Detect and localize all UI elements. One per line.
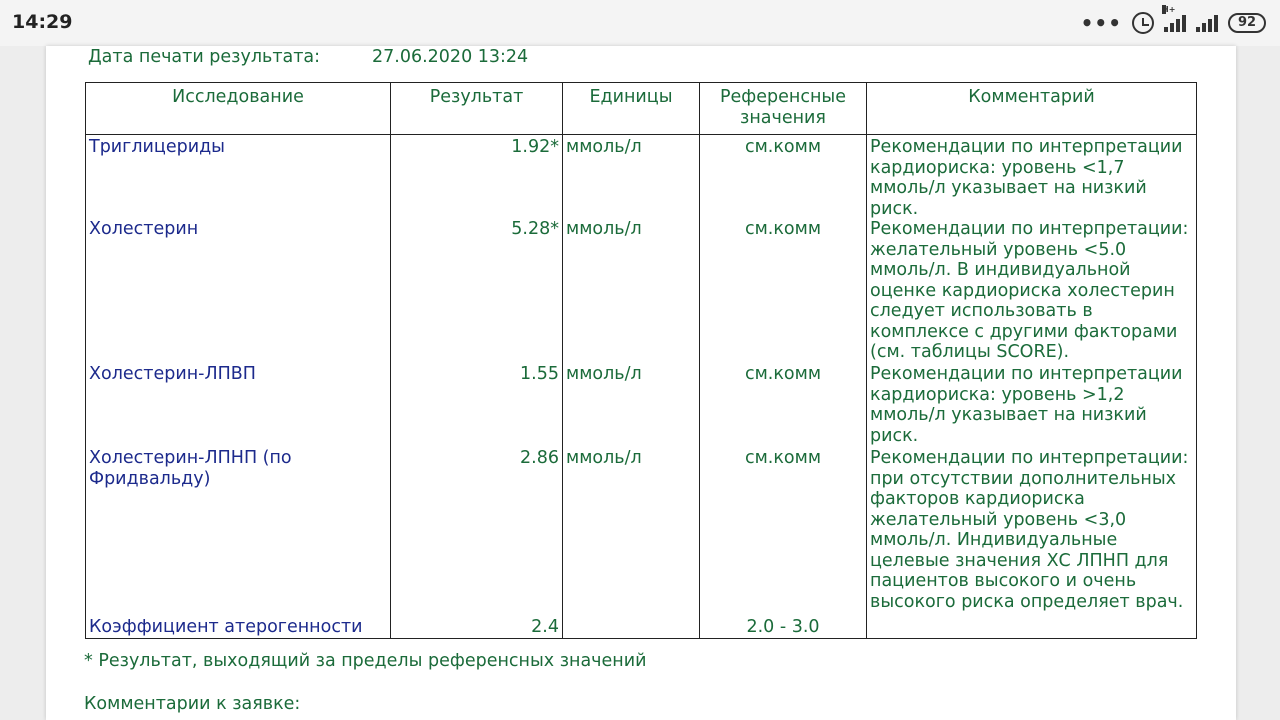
test-name: Коэффициент атерогенности [86, 614, 391, 639]
test-name: Триглицериды [86, 135, 391, 220]
alarm-icon [1132, 12, 1154, 34]
more-dots-icon: ••• [1080, 11, 1122, 35]
table-row [86, 135, 1197, 220]
test-name: Холестерин-ЛПНП (по Фридвальду) [86, 448, 391, 614]
test-reference: см.комм [700, 219, 867, 364]
test-units: ммоль/л [563, 135, 700, 220]
header-units: Единицы [563, 83, 700, 135]
header-result: Результат [391, 83, 563, 135]
header-reference: Референсные значения [700, 83, 867, 135]
table-row [86, 614, 1197, 639]
test-units: ммоль/л [563, 219, 700, 364]
test-comment: Рекомендации по интерпретации: желательный уровень <5.0 ммоль/л. В индивидуальной оценке кардиориска холестерин следует использовать в комплексе с другими факторами (см. таблицы SCORE). [867, 219, 1197, 364]
test-result: 1.92* [391, 135, 563, 220]
table-row [86, 219, 1197, 364]
table-header-row [86, 83, 1197, 135]
signal-icon [1162, 5, 1186, 32]
test-name: Холестерин [86, 219, 391, 364]
test-result: 2.86 [391, 448, 563, 614]
test-result: 2.4 [391, 614, 563, 639]
test-result: 5.28* [391, 219, 563, 364]
battery-icon: 92 [1228, 13, 1266, 33]
test-reference: см.комм [700, 364, 867, 448]
test-comment: Рекомендации по интерпретации: при отсутствии дополнительных факторов кардиориска желательный уровень <3,0 ммоль/л. Индивидуальные целевые значения ХС ЛПНП для пациентов высокого и очень высокого риска определяет врач. [867, 448, 1197, 614]
test-comment: Рекомендации по интерпретации кардиориска: уровень >1,2 ммоль/л указывает на низкий риск. [867, 364, 1197, 448]
print-date-value: 27.06.2020 13:24 [372, 47, 529, 67]
status-icons [1080, 5, 1266, 36]
test-reference: 2.0 - 3.0 [700, 614, 867, 639]
print-date-label: Дата печати результата: [88, 47, 321, 67]
test-reference: см.комм [700, 135, 867, 220]
test-reference: см.комм [700, 448, 867, 614]
test-units [563, 614, 700, 639]
test-name: Холестерин-ЛПВП [86, 364, 391, 448]
signal-icon-2 [1196, 14, 1218, 32]
status-time: 14:29 [12, 11, 73, 33]
table-row [86, 448, 1197, 614]
lab-report-page [46, 46, 1236, 720]
header-comment: Комментарий [867, 83, 1197, 135]
header-test: Исследование [86, 83, 391, 135]
footnote: * Результат, выходящий за пределы референсных значений [84, 651, 647, 671]
test-comment [867, 614, 1197, 639]
network-type: H+ [1162, 5, 1176, 14]
test-comment: Рекомендации по интерпретации кардиориска: уровень <1,7 ммоль/л указывает на низкий риск. [867, 135, 1197, 220]
table-row [86, 364, 1197, 448]
test-result: 1.55 [391, 364, 563, 448]
test-units: ммоль/л [563, 448, 700, 614]
results-table [85, 82, 1197, 639]
test-units: ммоль/л [563, 364, 700, 448]
comments-label: Комментарии к заявке: [84, 694, 301, 714]
status-bar [0, 0, 1280, 46]
